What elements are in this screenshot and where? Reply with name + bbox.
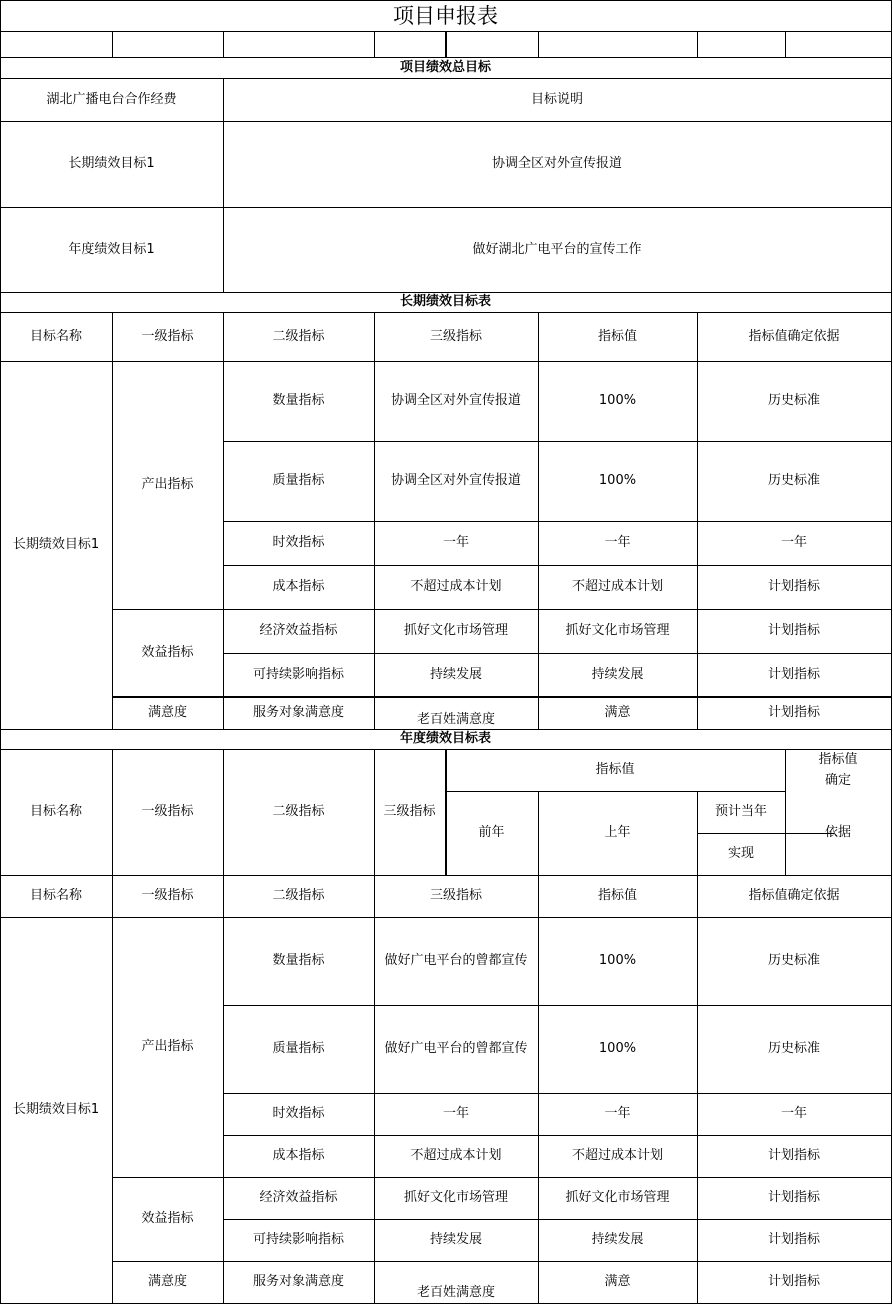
- long-row-level3: 持续发展: [429, 666, 482, 682]
- long-row-level2: 时效指标: [272, 535, 325, 550]
- grid-line: [223, 31, 224, 58]
- long-row-level2: 质量指标: [272, 473, 325, 488]
- annual-row-value: 100%: [598, 953, 637, 968]
- long-output-indicator: 产出指标: [141, 477, 194, 492]
- annual-col-level2: 二级指标: [272, 888, 325, 903]
- long-row-value: 100%: [598, 473, 637, 488]
- annual-row-value: 抓好文化市场管理: [565, 1190, 670, 1205]
- annual-row-value: 100%: [598, 1041, 637, 1056]
- annual-header-level1: 一级指标: [141, 804, 194, 819]
- header-level1: 一级指标: [141, 328, 194, 344]
- grid-line: [374, 31, 375, 58]
- long-row-value: 100%: [598, 393, 637, 408]
- annual-header-value: 指标值: [595, 762, 635, 777]
- annual-row-basis: 计划指标: [767, 1148, 820, 1163]
- grid-line: [891, 0, 892, 1304]
- long-row-level3: 老百姓满意度: [416, 712, 495, 727]
- annual-col-level1: 一级指标: [141, 888, 194, 903]
- annual-row-level3: 做好广电平台的曾都宣传: [384, 1041, 528, 1056]
- annual-header-basis-1: 指标值: [818, 752, 858, 767]
- long-row-level3: 一年: [442, 535, 469, 550]
- annual-row-level2: 服务对象满意度: [252, 1274, 344, 1289]
- grid-line: [112, 31, 113, 58]
- annual-header-goal-name: 目标名称: [29, 804, 82, 819]
- long-row-level3: 不超过成本计划: [410, 579, 502, 594]
- long-row-basis: 计划指标: [767, 666, 820, 682]
- long-benefit-indicator: 效益指标: [141, 644, 194, 660]
- long-row-value: 持续发展: [591, 666, 644, 682]
- long-row-value: 满意: [604, 704, 631, 720]
- long-row-level3: 抓好文化市场管理: [403, 623, 508, 638]
- long-goal-label: 长期绩效目标1: [68, 156, 155, 171]
- section-overall-title: 项目绩效总目标: [399, 59, 491, 75]
- annual-satisfaction-indicator: 满意度: [147, 1274, 187, 1289]
- long-satisfaction-indicator: 满意度: [147, 704, 187, 720]
- annual-row-level3: 不超过成本计划: [410, 1148, 502, 1163]
- annual-col-goal-name: 目标名称: [29, 888, 82, 903]
- annual-row-basis: 历史标准: [767, 953, 820, 968]
- goal-desc-header: 目标说明: [530, 91, 583, 107]
- annual-row-value: 不超过成本计划: [571, 1148, 663, 1163]
- header-basis: 指标值确定依据: [748, 328, 840, 344]
- annual-row-level2: 时效指标: [272, 1106, 325, 1121]
- annual-goal-label: 年度绩效目标1: [68, 241, 155, 257]
- long-row-basis: 历史标准: [767, 393, 820, 408]
- annual-header-expect-1: 预计当年: [714, 804, 767, 819]
- annual-header-basis-3: 依据: [824, 825, 851, 840]
- long-row-level2: 数量指标: [272, 393, 325, 408]
- annual-table-goal: 长期绩效目标1: [12, 1102, 100, 1117]
- long-row-level3: 协调全区对外宣传报道: [390, 473, 521, 488]
- annual-row-level2: 数量指标: [272, 953, 325, 968]
- long-row-level2: 经济效益指标: [259, 623, 338, 638]
- annual-row-level3: 老百姓满意度: [416, 1285, 495, 1300]
- header-level2: 二级指标: [272, 328, 325, 344]
- grid-line: [697, 31, 698, 58]
- header-value: 指标值: [597, 328, 637, 344]
- annual-header-basis-2: 确定: [824, 773, 851, 788]
- long-goal-value: 协调全区对外宣传报道: [491, 156, 622, 171]
- form-title: 项目申报表: [393, 3, 498, 28]
- annual-row-level3: 做好广电平台的曾都宣传: [384, 953, 528, 968]
- annual-row-level2: 可持续影响指标: [252, 1232, 344, 1247]
- annual-row-level2: 经济效益指标: [259, 1190, 338, 1205]
- annual-row-level3: 抓好文化市场管理: [403, 1190, 508, 1205]
- annual-row-basis: 计划指标: [767, 1274, 820, 1289]
- long-row-basis: 计划指标: [767, 623, 820, 638]
- annual-col-value: 指标值: [597, 888, 637, 903]
- annual-col-level3: 三级指标: [429, 888, 482, 903]
- annual-goal-value: 做好湖北广电平台的宣传工作: [472, 241, 642, 257]
- grid-line: [785, 31, 786, 58]
- section-long-title: 长期绩效目标表: [399, 294, 491, 309]
- long-row-basis: 计划指标: [767, 579, 820, 594]
- long-table-goal: 长期绩效目标1: [12, 537, 100, 552]
- long-row-level2: 服务对象满意度: [252, 704, 344, 720]
- annual-row-basis: 一年: [780, 1106, 807, 1121]
- grid-line: [538, 31, 539, 58]
- long-row-value: 不超过成本计划: [571, 579, 663, 594]
- annual-header-level2: 二级指标: [272, 804, 325, 819]
- header-level3: 三级指标: [429, 328, 482, 344]
- long-row-level2: 成本指标: [272, 579, 325, 594]
- annual-row-level2: 成本指标: [272, 1148, 325, 1163]
- annual-header-last-year: 上年: [604, 825, 631, 840]
- long-row-level3: 协调全区对外宣传报道: [390, 393, 521, 408]
- section-annual-title: 年度绩效目标表: [399, 731, 491, 746]
- annual-row-basis: 计划指标: [767, 1190, 820, 1205]
- project-name: 湖北广播电台合作经费: [46, 91, 177, 107]
- annual-header-level3: 三级指标: [383, 804, 436, 819]
- long-row-basis: 计划指标: [767, 704, 820, 720]
- long-row-level2: 可持续影响指标: [252, 666, 344, 682]
- annual-col-basis: 指标值确定依据: [748, 888, 840, 903]
- long-row-value: 一年: [604, 535, 631, 550]
- annual-row-basis: 计划指标: [767, 1232, 820, 1247]
- annual-benefit-indicator: 效益指标: [141, 1211, 194, 1226]
- header-goal-name: 目标名称: [29, 328, 82, 344]
- long-row-basis: 一年: [780, 535, 807, 550]
- annual-row-level3: 持续发展: [429, 1232, 482, 1247]
- annual-header-prev-year: 前年: [478, 825, 505, 840]
- annual-row-value: 满意: [604, 1274, 631, 1289]
- long-row-basis: 历史标准: [767, 473, 820, 488]
- annual-row-value: 持续发展: [591, 1232, 644, 1247]
- grid-line: [445, 31, 447, 58]
- annual-row-basis: 历史标准: [767, 1041, 820, 1056]
- annual-row-level2: 质量指标: [272, 1041, 325, 1056]
- annual-row-level3: 一年: [442, 1106, 469, 1121]
- long-row-value: 抓好文化市场管理: [565, 623, 670, 638]
- annual-row-value: 一年: [604, 1106, 631, 1121]
- annual-header-expect-2: 实现: [727, 846, 754, 861]
- annual-output-indicator: 产出指标: [141, 1039, 194, 1054]
